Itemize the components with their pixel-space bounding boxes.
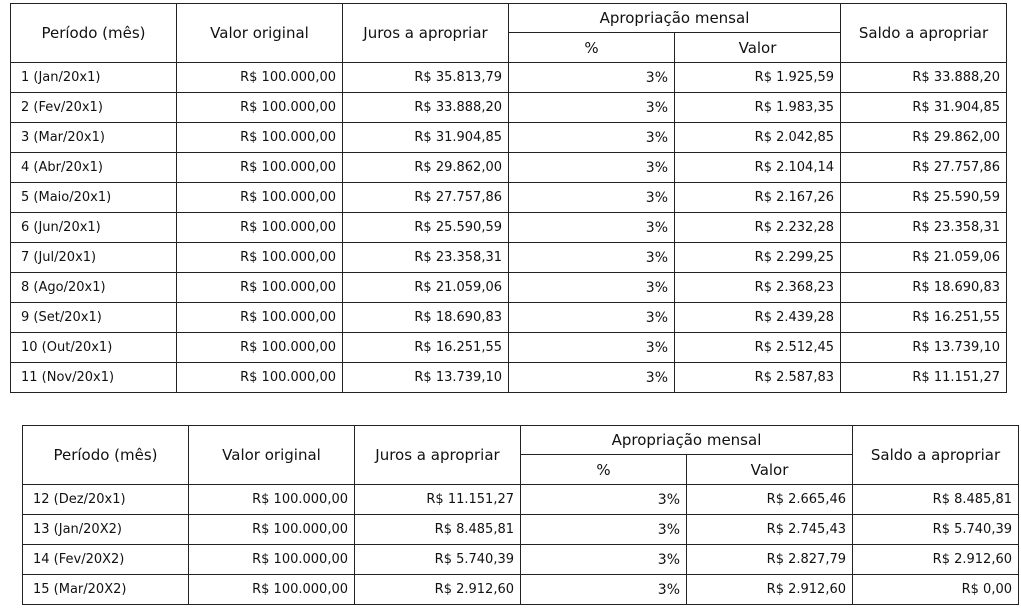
cell-juros: R$ 25.590,59 [343,213,509,243]
cell-saldo: R$ 31.904,85 [841,93,1007,123]
cell-percent: 3% [509,123,675,153]
header-periodo: Período (mês) [11,4,177,63]
cell-percent: 3% [509,363,675,393]
cell-valor: R$ 1.983,35 [675,93,841,123]
cell-periodo: 13 (Jan/20X2) [23,515,189,545]
cell-percent: 3% [521,575,687,605]
cell-saldo: R$ 16.251,55 [841,303,1007,333]
cell-valor: R$ 2.299,25 [675,243,841,273]
cell-periodo: 1 (Jan/20x1) [11,63,177,93]
cell-saldo: R$ 25.590,59 [841,183,1007,213]
cell-percent: 3% [521,515,687,545]
cell-valor-original: R$ 100.000,00 [189,485,355,515]
cell-valor-original: R$ 100.000,00 [177,213,343,243]
table-row [23,515,1019,545]
cell-valor: R$ 2.042,85 [675,123,841,153]
cell-percent: 3% [509,333,675,363]
cell-periodo: 15 (Mar/20X2) [23,575,189,605]
cell-periodo: 11 (Nov/20x1) [11,363,177,393]
table-row [11,63,1007,93]
cell-valor: R$ 2.587,83 [675,363,841,393]
cell-periodo: 10 (Out/20x1) [11,333,177,363]
header-apropriacao-mensal: Apropriação mensal [509,4,841,33]
table-row [23,545,1019,575]
cell-periodo: 4 (Abr/20x1) [11,153,177,183]
cell-periodo: 3 (Mar/20x1) [11,123,177,153]
cell-saldo: R$ 5.740,39 [853,515,1019,545]
cell-percent: 3% [509,93,675,123]
cell-valor-original: R$ 100.000,00 [177,183,343,213]
cell-saldo: R$ 2.912,60 [853,545,1019,575]
cell-saldo: R$ 8.485,81 [853,485,1019,515]
header-juros: Juros a apropriar [355,426,521,485]
cell-juros: R$ 29.862,00 [343,153,509,183]
cell-saldo: R$ 29.862,00 [841,123,1007,153]
cell-juros: R$ 16.251,55 [343,333,509,363]
header-valor-original: Valor original [189,426,355,485]
cell-juros: R$ 21.059,06 [343,273,509,303]
cell-juros: R$ 23.358,31 [343,243,509,273]
table-row [11,333,1007,363]
header-percent: % [509,33,675,63]
cell-valor-original: R$ 100.000,00 [177,63,343,93]
cell-percent: 3% [509,303,675,333]
cell-percent: 3% [509,63,675,93]
table-row [11,183,1007,213]
cell-juros: R$ 11.151,27 [355,485,521,515]
header-valor: Valor [687,455,853,485]
cell-valor-original: R$ 100.000,00 [177,273,343,303]
table-row [23,575,1019,605]
cell-valor-original: R$ 100.000,00 [177,333,343,363]
cell-percent: 3% [509,213,675,243]
table-row [11,303,1007,333]
header-saldo: Saldo a apropriar [841,4,1007,63]
amortization-table-2 [22,425,1019,605]
cell-saldo: R$ 11.151,27 [841,363,1007,393]
cell-valor: R$ 2.368,23 [675,273,841,303]
table-row [23,485,1019,515]
cell-valor: R$ 2.167,26 [675,183,841,213]
cell-valor-original: R$ 100.000,00 [189,515,355,545]
table-row [11,273,1007,303]
table-row [11,213,1007,243]
cell-saldo: R$ 27.757,86 [841,153,1007,183]
amortization-table-1 [10,3,1007,393]
table-body [11,63,1007,393]
cell-valor-original: R$ 100.000,00 [177,123,343,153]
cell-juros: R$ 2.912,60 [355,575,521,605]
cell-valor-original: R$ 100.000,00 [177,303,343,333]
cell-percent: 3% [509,153,675,183]
cell-juros: R$ 35.813,79 [343,63,509,93]
cell-valor-original: R$ 100.000,00 [177,243,343,273]
cell-juros: R$ 13.739,10 [343,363,509,393]
cell-valor: R$ 2.232,28 [675,213,841,243]
header-apropriacao-mensal: Apropriação mensal [521,426,853,455]
cell-saldo: R$ 13.739,10 [841,333,1007,363]
cell-percent: 3% [509,273,675,303]
cell-juros: R$ 8.485,81 [355,515,521,545]
cell-valor: R$ 2.439,28 [675,303,841,333]
cell-valor-original: R$ 100.000,00 [177,153,343,183]
cell-periodo: 5 (Maio/20x1) [11,183,177,213]
cell-periodo: 7 (Jul/20x1) [11,243,177,273]
cell-periodo: 8 (Ago/20x1) [11,273,177,303]
header-percent: % [521,455,687,485]
cell-saldo: R$ 33.888,20 [841,63,1007,93]
cell-saldo: R$ 21.059,06 [841,243,1007,273]
table-row [11,363,1007,393]
table-row [11,123,1007,153]
cell-valor-original: R$ 100.000,00 [189,575,355,605]
cell-periodo: 9 (Set/20x1) [11,303,177,333]
cell-valor: R$ 2.912,60 [687,575,853,605]
cell-valor-original: R$ 100.000,00 [177,93,343,123]
cell-periodo: 2 (Fev/20x1) [11,93,177,123]
cell-periodo: 6 (Jun/20x1) [11,213,177,243]
cell-valor: R$ 2.512,45 [675,333,841,363]
header-valor: Valor [675,33,841,63]
cell-valor: R$ 2.665,46 [687,485,853,515]
cell-juros: R$ 27.757,86 [343,183,509,213]
cell-percent: 3% [521,485,687,515]
header-juros: Juros a apropriar [343,4,509,63]
cell-juros: R$ 33.888,20 [343,93,509,123]
cell-juros: R$ 31.904,85 [343,123,509,153]
table-body [23,485,1019,605]
header-valor-original: Valor original [177,4,343,63]
cell-percent: 3% [521,545,687,575]
cell-periodo: 12 (Dez/20x1) [23,485,189,515]
cell-periodo: 14 (Fev/20X2) [23,545,189,575]
cell-saldo: R$ 0,00 [853,575,1019,605]
table-row [11,93,1007,123]
cell-saldo: R$ 23.358,31 [841,213,1007,243]
cell-valor: R$ 2.104,14 [675,153,841,183]
cell-percent: 3% [509,243,675,273]
cell-valor: R$ 2.745,43 [687,515,853,545]
cell-valor-original: R$ 100.000,00 [189,545,355,575]
cell-valor: R$ 1.925,59 [675,63,841,93]
cell-juros: R$ 5.740,39 [355,545,521,575]
cell-valor: R$ 2.827,79 [687,545,853,575]
table-row [11,243,1007,273]
cell-juros: R$ 18.690,83 [343,303,509,333]
table-row [11,153,1007,183]
header-saldo: Saldo a apropriar [853,426,1019,485]
cell-valor-original: R$ 100.000,00 [177,363,343,393]
cell-percent: 3% [509,183,675,213]
header-periodo: Período (mês) [23,426,189,485]
cell-saldo: R$ 18.690,83 [841,273,1007,303]
